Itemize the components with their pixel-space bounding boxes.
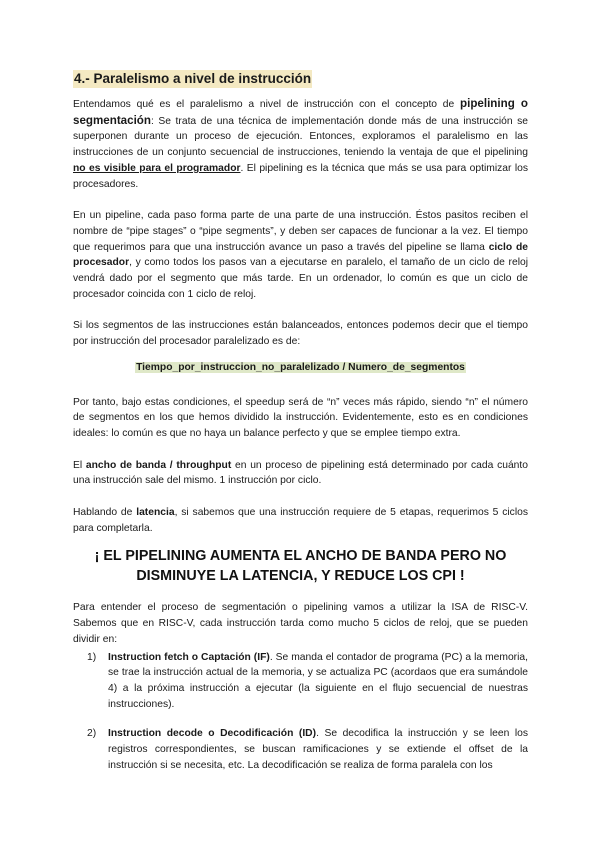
term-ciclo-procesador: ciclo de procesador [73, 241, 528, 269]
step-title: Instruction fetch o Captación (IF) [108, 651, 270, 663]
text-run: En un pipeline, cada paso forma parte de una parte de una instrucción. Éstos pasitos reciben el nombre de “pipe stages” o “pipe segments”, y deben ser capaces de funcionar a la vez. El tiempo que requerimos para que una instrucción avance un paso a través del pipeline se llama [73, 210, 528, 253]
text-run: El [73, 459, 86, 471]
term-throughput: ancho de banda / throughput [85, 459, 232, 471]
key-statement-banner: ¡ EL PIPELINING AUMENTA EL ANCHO DE BANDA PERO NO DISMINUYE LA LATENCIA, Y REDUCE LOS CPI ! [94, 548, 507, 585]
formula [73, 360, 528, 376]
list-number: 2) [87, 728, 97, 740]
paragraph-throughput [73, 458, 528, 489]
text-run: . El pipelining es la técnica que más se usa para optimizar los procesadores. [73, 162, 528, 190]
text-run: Hablando de [73, 507, 137, 519]
text-run: , si sabemos que una instrucción requiere de 5 etapas, requerimos 5 ciclos para completarla. [73, 507, 528, 534]
paragraph-latency [73, 505, 528, 536]
text-run: : Se trata de una técnica de implementación donde más de una instrucción se superponen durante un proceso de ejecución. Entonces, exploramos el paralelismo en las instrucciones de un conjunto secuencial de instrucciones, teniendo la ventaja de que el pipelining [73, 115, 528, 159]
paragraph-risc-v-intro: Para entender el proceso de segmentación o pipelining vamos a utilizar la ISA de RISC-V. Sabemos que en RISC-V, cada instrucción tarda como mucho 5 ciclos de reloj, que se pueden dividir en: [73, 602, 528, 645]
formula-text: Tiempo_por_instruccion_no_paralelizado / Numero_de_segmentos [136, 361, 465, 373]
paragraph-pipelining-intro [73, 96, 528, 192]
text-run: en un proceso de pipelining está determinado por cada cuánto una instrucción sale del mismo. 1 instrucción por ciclo. [73, 459, 528, 487]
pipeline-steps-list [73, 650, 528, 774]
list-item-step-1 [73, 650, 528, 713]
term-segmentacion: segmentación [73, 113, 151, 127]
emphasis-not-visible: no es visible para el programador [73, 162, 241, 174]
list-item-step-2 [73, 726, 528, 773]
list-number: 1) [87, 651, 97, 663]
section-heading: 4.- Paralelismo a nivel de instrucción [74, 71, 312, 86]
text-run: , y como todos los pasos van a ejecutarse en paralelo, el tamaño de un ciclo de reloj vendrá dado por el segmento que más tarde. En un ordenador, lo común es que un ciclo de procesador coincida con 1 ciclo de reloj. [73, 257, 528, 300]
step-title: Instruction decode o Decodificación (ID) [108, 728, 317, 740]
paragraph-pipeline-stages [73, 208, 528, 302]
step-text: . Se manda el contador de programa (PC) a la memoria, se trae la instrucción actual de la memoria, y se actualiza PC (acordaos que era sumándole 4) a la próxima instrucción a ejecutar (la siguiente en el flujo secuencial de nuestras instrucciones). [108, 651, 528, 710]
document-body [73, 70, 528, 788]
term-latencia: latencia [136, 507, 175, 519]
term-pipelining: pipelining o [460, 97, 528, 110]
step-text: . Se decodifica la instrucción y se leen los registros correspondientes, se buscan ramificaciones y se extiende el offset de la instrucción si se necesita, etc. La decodificación se realiza de forma paralela con los [108, 728, 528, 771]
paragraph-speedup: Por tanto, bajo estas condiciones, el speedup será de “n” veces más rápido, siendo “n” el número de segmentos en los que hemos dividido la instrucción. Evidentemente, esto es en condiciones ideales: lo común es que no haya un balance perfecto y que se emplee tiempo extra. [73, 396, 528, 439]
text-run: Entendamos qué es el paralelismo a nivel de instrucción con el concepto de [73, 99, 461, 110]
paragraph-balanced-segments: Si los segmentos de las instrucciones están balanceados, entonces podemos decir que el tiempo por instrucción del procesador paralelizado es de: [73, 320, 528, 348]
